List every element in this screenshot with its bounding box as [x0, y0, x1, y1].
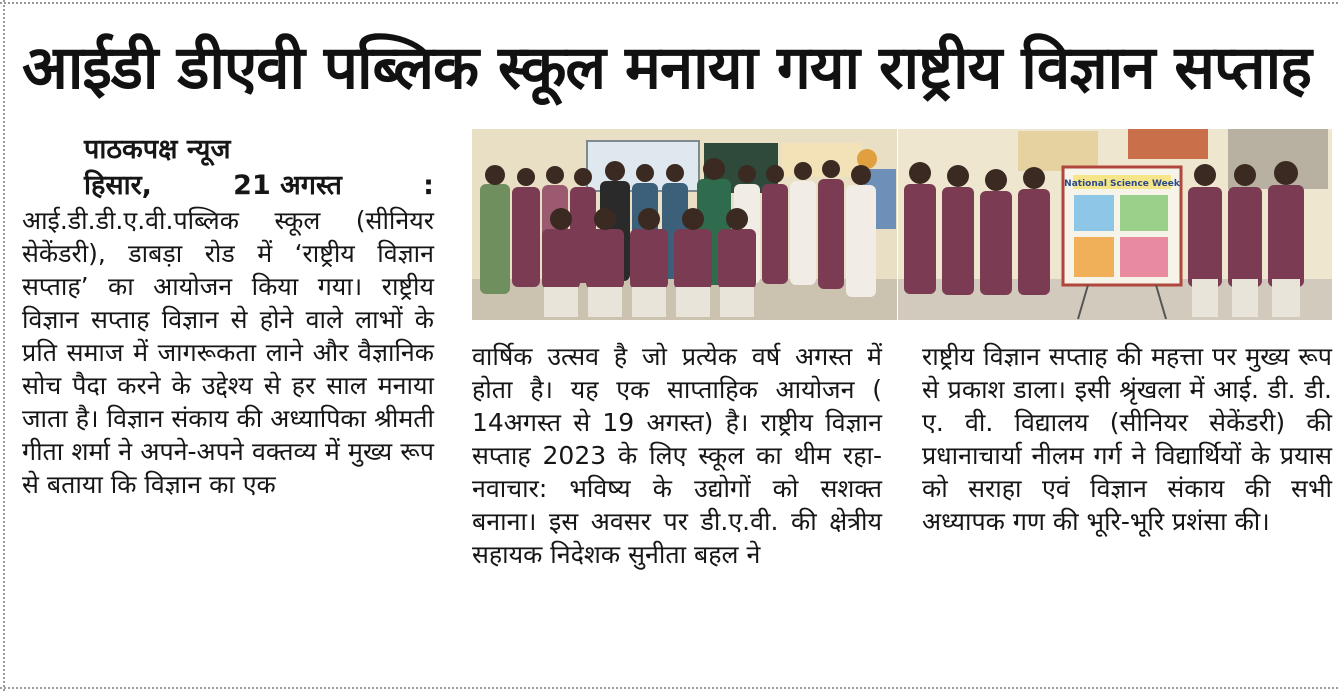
article-column-2: [472, 340, 882, 571]
dateline-separator: :: [423, 170, 434, 201]
dotted-border-top: [0, 2, 1338, 4]
dotted-border-bottom: [0, 687, 1338, 689]
article-text-col2: वार्षिक उत्सव है जो प्रत्येक वर्ष अगस्त में होता है। यह एक साप्ताहिक आयोजन ( 14अगस्त से 19 अगस्त) है। राष्ट्रीय विज्ञान सप्ताह 2023 के लिए स्कूल का थीम रहा- नवाचार: भविष्य के उद्योगों को सशक्त बनाना। इस अवसर पर डी.ए.वी. की क्षेत्रीय सहायक निदेशक सुनीता बहल ने: [472, 342, 882, 569]
dateline-place: हिसार,: [84, 170, 152, 201]
dateline: [22, 168, 434, 204]
board-title: National Science Week: [1064, 179, 1180, 189]
byline: पाठकपक्ष न्यूज: [84, 134, 231, 165]
dotted-border-left: [3, 0, 5, 691]
headline: आईडी डीएवी पब्लिक स्कूल मनाया गया राष्ट्रीय विज्ञान सप्ताह: [22, 33, 1312, 103]
dateline-date: 21 अगस्त: [233, 170, 342, 201]
group-photo-classroom: [472, 129, 897, 320]
article-text-col3: राष्ट्रीय विज्ञान सप्ताह की महत्ता पर मुख्य रूप से प्रकाश डाला। इसी श्रृंखला में आई. डी. डी. ए. वी. विद्यालय (सीनियर सेकेंडरी) की प्रधानाचार्या नीलम गर्ग ने विद्यार्थियों के प्रयास को सराहा एवं विज्ञान संकाय की सभी अध्यापक गण की भूरि-भूरि प्रशंसा की।: [922, 342, 1332, 536]
article-text-col1: आई.डी.डी.ए.वी.पब्लिक स्कूल (सीनियर सेकेंडरी), डाबड़ा रोड में ‘राष्ट्रीय विज्ञान सप्ताह’ का आयोजन किया गया। राष्ट्रीय विज्ञान सप्ताह विज्ञान से होने वाले लाभों के प्रति समाज में जागरूकता लाने और वैज्ञानिक सोच पैदा करने के उद्देश्य से हर साल मनाया जाता है। विज्ञान संकाय की अध्यापिका श्रीमती गीता शर्मा ने अपने-अपने वक्तव्य में मुख्य रूप से बताया कि विज्ञान का एक: [22, 206, 434, 499]
article-column-3: [922, 340, 1332, 538]
article-column-1: [22, 132, 434, 501]
students-science-board-photo: [898, 129, 1332, 320]
